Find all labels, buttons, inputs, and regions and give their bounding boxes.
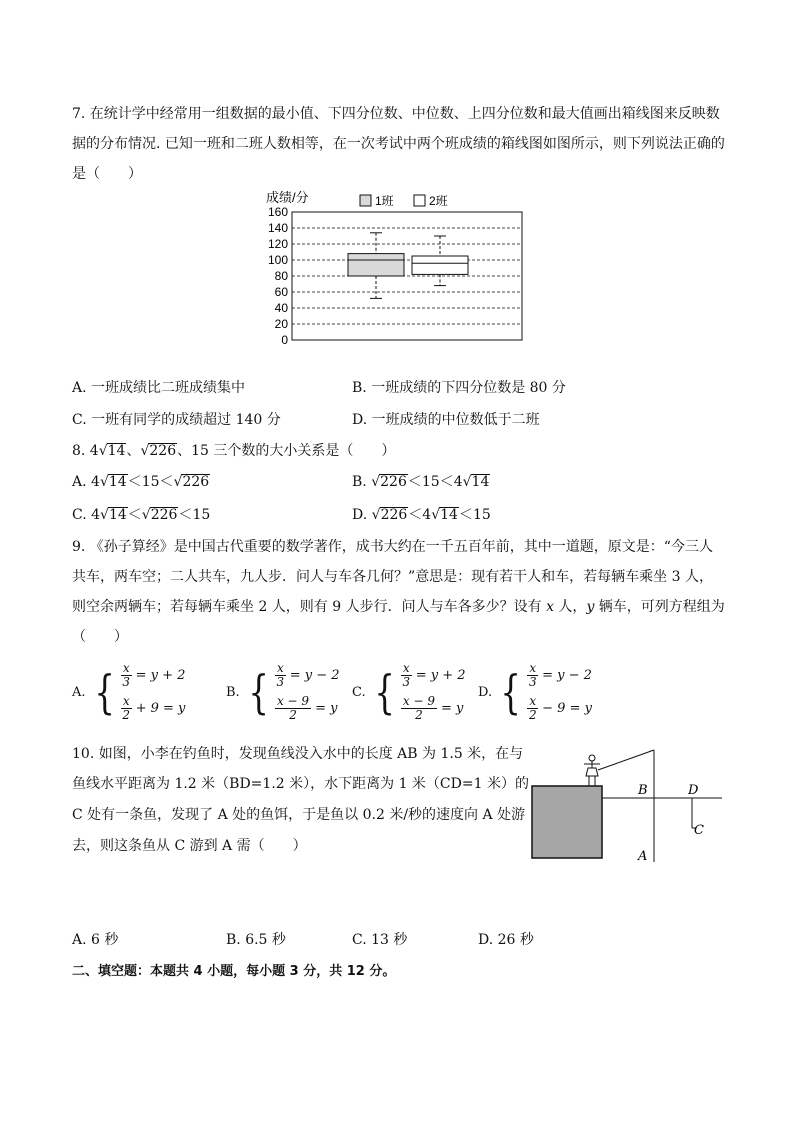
q10-stem-line-1: 10. 如图，小李在钓鱼时，发现鱼线没入水中的长度 AB 为 1.5 米，在与 xyxy=(72,746,524,762)
q10-stem-line-3: C 处有一条鱼，发现了 A 处的鱼饵，于是鱼以 0.2 米/秒的速度向 A 处游 xyxy=(72,807,526,823)
section-2-heading: 二、填空题：本题共 4 小题，每小题 3 分，共 12 分。 xyxy=(72,964,396,979)
q9-stem-line-4: （ ） xyxy=(72,629,128,645)
point-a-label: A xyxy=(638,849,648,864)
q7-stem-line-2: 据的分布情况. 已知一班和二班人数相等，在一次考试中两个班成绩的箱线图如图所示，则下列说法正确的 xyxy=(72,136,725,152)
q8-option-b: B. √226＜15＜4√14 xyxy=(352,474,490,490)
q10-stem-line-2: 鱼线水平距离为 1.2 米（BD=1.2 米），水下距离为 1 米（CD=1 米）的 xyxy=(72,776,529,792)
q8-suffix: 、15 三个数的大小关系是（ ） xyxy=(177,443,396,459)
q7-option-b: B. 一班成绩的下四分位数是 80 分 xyxy=(352,380,566,396)
y-tick-label: 140 xyxy=(267,221,288,235)
legend-label: 1班 xyxy=(375,194,394,208)
y-tick-label: 40 xyxy=(274,301,288,315)
legend-swatch xyxy=(414,195,425,206)
q8-sep: 、 xyxy=(126,443,141,459)
y-tick-label: 60 xyxy=(274,285,288,299)
q10-option-d: D. 26 秒 xyxy=(478,932,534,948)
grid xyxy=(292,228,522,324)
boxes xyxy=(348,233,468,299)
q8-option-a: A. 4√14＜15＜√226 xyxy=(72,474,210,490)
brace-icon: { xyxy=(93,665,115,719)
q10-option-c: C. 13 秒 xyxy=(352,932,408,948)
fishing-rod xyxy=(598,750,654,770)
q10-option-b: B. 6.5 秒 xyxy=(226,932,286,948)
q7-stem-line-1: 7. 在统计学中经常用一组数据的最小值、下四分位数、中位数、上四分位数和最大值画出箱线图来反映数 xyxy=(72,106,720,122)
q10-fishing-figure xyxy=(526,748,726,866)
q10-stem-line-4: 去，则这条鱼从 C 游到 A 需（ ） xyxy=(72,838,307,854)
y-tick-label: 80 xyxy=(274,269,288,283)
y-tick-label: 20 xyxy=(274,317,288,331)
q8-stem: 8. 4√14、√226、15 三个数的大小关系是（ ） xyxy=(72,443,396,459)
q8-prefix: 8. 4 xyxy=(72,443,99,459)
box xyxy=(348,254,404,276)
brace-icon: { xyxy=(500,665,521,719)
legend xyxy=(360,193,448,208)
q9-option-b: B. { $\frac{x}{3}$ = y − 2 $\frac{x - 9}{2}$ = y xyxy=(226,661,340,722)
q7-option-a: A. 一班成绩比二班成绩集中 xyxy=(72,380,246,396)
q8-option-c: C. 4√14＜√226＜15 xyxy=(72,507,211,523)
point-d-label: D xyxy=(688,783,699,798)
dock-block xyxy=(532,786,602,858)
q9-option-c: C. { $\frac{x}{3}$ = y + 2 $\frac{x - 9}{2}$ = y xyxy=(352,661,466,722)
q9-option-a: A. { $\frac{x}{3}$ = y + 2 $\frac{x}{2}$ + 9 = y xyxy=(72,661,186,722)
q7-boxplot-chart xyxy=(258,186,532,348)
q10-option-a: A. 6 秒 xyxy=(72,932,119,948)
legend-label: 2班 xyxy=(429,194,448,208)
person-head-icon xyxy=(589,755,595,761)
box xyxy=(412,256,468,274)
y-tick-label: 160 xyxy=(267,205,288,219)
person-icon xyxy=(584,761,600,786)
legend-swatch xyxy=(360,195,371,206)
q9-option-d: D. { $\frac{x}{3}$ = y − 2 $\frac{x}{2}$ − 9 = y xyxy=(478,661,592,722)
brace-icon: { xyxy=(374,665,395,719)
y-ticks xyxy=(268,205,288,347)
q7-option-c: C. 一班有同学的成绩超过 140 分 xyxy=(72,412,281,428)
q9-stem-line-3: 则空余两辆车；若每辆车乘坐 2 人，则有 9 人步行．问人与车各多少？设有 x 人，y 辆车，可列方程组为 xyxy=(72,599,725,615)
q9-stem-line-2: 共车，两车空；二人共车，九人步．问人与车各几何？”意思是：现有若干人和车，若每辆车乘坐 3 人， xyxy=(72,569,713,585)
q7-stem-line-3: 是（ ） xyxy=(72,166,142,182)
point-b-label: B xyxy=(638,783,648,798)
y-axis-label: 成绩/分 xyxy=(266,190,309,205)
q7-option-d: D. 一班成绩的中位数低于二班 xyxy=(352,412,540,428)
sqrt-14: 14 xyxy=(107,443,126,459)
point-c-label: C xyxy=(694,823,704,838)
y-tick-label: 0 xyxy=(281,333,288,347)
sqrt-226: 226 xyxy=(149,443,177,459)
y-tick-label: 100 xyxy=(267,253,288,267)
brace-icon: { xyxy=(248,665,269,719)
y-tick-label: 120 xyxy=(267,237,288,251)
q8-option-d: D. √226＜4√14＜15 xyxy=(352,507,491,523)
q9-stem-line-1: 9. 《孙子算经》是中国古代重要的数学著作，成书大约在一千五百年前，其中一道题，原文是：“今三人 xyxy=(72,539,713,555)
